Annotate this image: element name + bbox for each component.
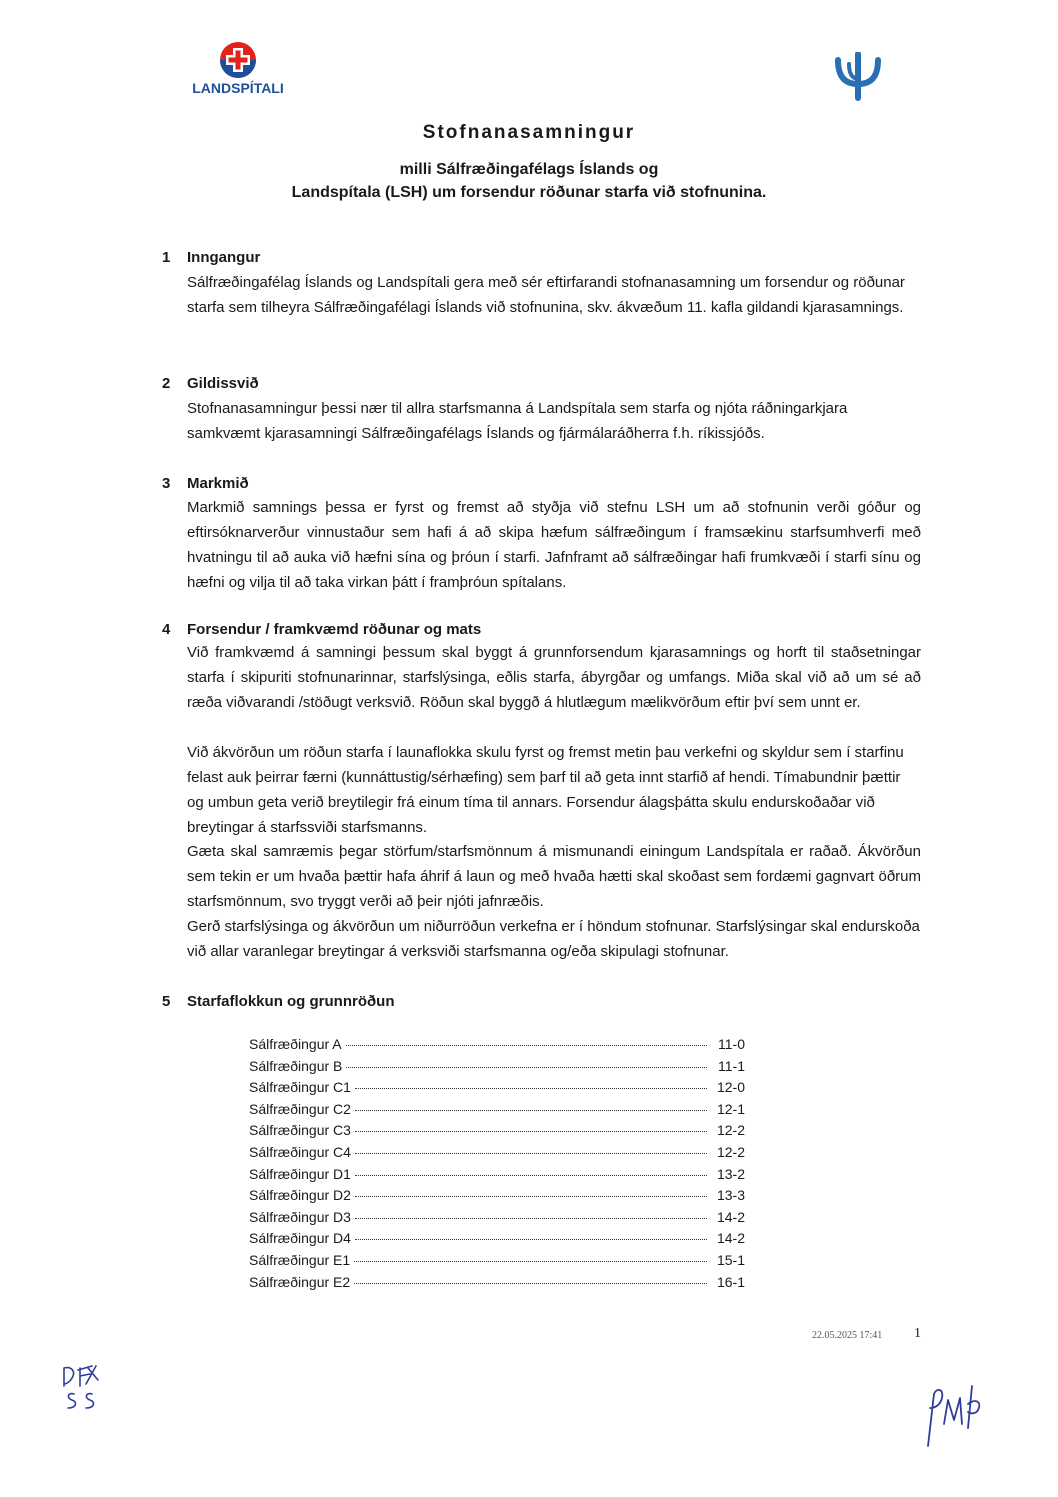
- pay-grade: 14-2: [716, 1230, 745, 1247]
- dot-leader: [355, 1088, 707, 1089]
- section-4-number: 4: [162, 621, 171, 638]
- list-item: [249, 1274, 745, 1296]
- section-1-number: 1: [162, 249, 171, 266]
- dot-leader: [355, 1153, 707, 1154]
- handwritten-signature-right: [918, 1380, 996, 1454]
- job-title: Sálfræðingur A: [249, 1036, 342, 1052]
- list-item: [249, 1058, 745, 1080]
- section-2-paragraph: Stofnanasamningur þessi nær til allra starfsmanna á Landspítala sem starfa og njóta ráðningarkjara samkvæmt kjarasamningi Sálfræðingafélags Íslands og fjármálaráðherra f.h. ríkissjóðs.: [187, 400, 848, 442]
- job-title: Sálfræðingur C1: [249, 1079, 351, 1096]
- pay-grade: 12-1: [716, 1100, 745, 1117]
- pay-grade: 13-2: [716, 1165, 745, 1182]
- dot-leader: [355, 1218, 707, 1219]
- pay-grade: 13-3: [716, 1187, 745, 1204]
- job-title: Sálfræðingur D3: [249, 1208, 351, 1225]
- dot-leader: [355, 1196, 707, 1197]
- logo-text: LANDSPÍTALI: [192, 80, 284, 96]
- job-classification-list: [249, 1036, 745, 1295]
- psi-symbol-icon: [832, 52, 884, 102]
- job-title: Sálfræðingur D2: [249, 1187, 351, 1204]
- list-item: [249, 1144, 745, 1166]
- pay-grade: 12-2: [716, 1122, 745, 1139]
- list-item: [249, 1101, 745, 1123]
- section-1-heading: Inngangur: [187, 249, 261, 266]
- section-2-number: 2: [162, 375, 171, 392]
- subtitle-line-1: milli Sálfræðingafélags Íslands og: [399, 161, 659, 178]
- section-4-paragraph-4: Gerð starfslýsinga og ákvörðun um niðurröðun verkefna er í höndum stofnunar. Starfslýsingar skal endurskoða við allar varanlegar breytingar á verksviði starfsmanna og/eða skipulagi stofnunar.: [187, 918, 920, 960]
- job-title: Sálfræðingur E2: [249, 1273, 351, 1290]
- document-title: Stofnanasamningur: [422, 122, 636, 143]
- list-item: [249, 1166, 745, 1188]
- section-1-paragraph: Sálfræðingafélag Íslands og Landspítali gera með sér eftirfarandi stofnanasamning um forsendur og röðunar starfa sem tilheyra Sálfræðingafélagi Íslands við stofnunina, skv. ákvæðum 11. kafla gildandi kjarasamnings.: [187, 274, 905, 316]
- page-number: 1: [914, 1326, 921, 1341]
- landspitali-logo: [188, 40, 288, 100]
- section-3-paragraph: Markmið samnings þessa er fyrst og fremst að styðja við stefnu LSH um að stofnunin verði góður og eftirsóknarverður vinnustaður sem hafi á að skipa hæfum sálfræðingum í framsækinu starfsumhverfi með hvatningu til að auka við hæfni sína og þróun í starfi. Jafnframt að sálfræðingar hafi frumkvæði í starfi sínu og hæfni og vilja til að taka virkan þátt í framþróun spítalans.: [187, 499, 921, 591]
- pay-grade: 14-2: [716, 1208, 745, 1225]
- job-title: Sálfræðingur C3: [249, 1122, 351, 1139]
- section-3-number: 3: [162, 475, 171, 492]
- list-item: [249, 1209, 745, 1231]
- list-item: [249, 1079, 745, 1101]
- list-item: [249, 1230, 745, 1252]
- print-timestamp: 22.05.2025 17:41: [812, 1330, 883, 1341]
- job-title: Sálfræðingur D1: [249, 1165, 351, 1182]
- psychology-association-logo: [832, 52, 884, 102]
- pay-grade: 15-1: [716, 1251, 745, 1268]
- section-4-paragraph-1: Við framkvæmd á samningi þessum skal byggt á grunnforsendum kjarasamnings og horft til staðsetningar starfa í skipuriti stofnunarinnar, starfslýsinga, eðlis starfa, ábyrgðar og umfangs. Miða skal við að um sé að ræða viðvarandi /stöðugt verksvið. Röðun skal byggð á hlutlægum mælikvörðum eftir því sem unnt er.: [187, 644, 921, 711]
- pay-grade: 12-0: [716, 1079, 745, 1096]
- list-item: [249, 1122, 745, 1144]
- dot-leader: [355, 1110, 707, 1111]
- job-title: Sálfræðingur B: [249, 1057, 343, 1074]
- job-title: Sálfræðingur D4: [249, 1230, 351, 1247]
- section-4-heading: Forsendur / framkvæmd röðunar og mats: [187, 621, 482, 638]
- pay-grade: 12-2: [716, 1143, 745, 1160]
- document-subtitle: [0, 158, 1058, 204]
- list-item: [249, 1036, 745, 1058]
- section-5-heading: Starfaflokkun og grunnröðun: [187, 993, 395, 1010]
- dot-leader: [355, 1131, 707, 1132]
- pay-grade: 16-1: [716, 1273, 745, 1290]
- dot-leader: [355, 1175, 707, 1176]
- handwritten-initials-left: [58, 1362, 128, 1414]
- section-4-paragraph-2: Við ákvörðun um röðun starfa í launaflokka skulu fyrst og fremst metin þau verkefni og skyldur sem í starfinu felast auk þeirrar færni (kunnáttustig/sérhæfing) sem þarf til að geta innt starfið af hendi. Tímabundnir þættir og umbun geta verið breytilegir frá einum tíma til annars. Forsendur álagsþátta skulu endurskoðaðar við breytingar á starfssviði starfsmanns.: [187, 744, 904, 836]
- section-3-heading: Markmið: [187, 475, 249, 492]
- job-title: Sálfræðingur C4: [249, 1143, 351, 1160]
- job-title: Sálfræðingur C2: [249, 1100, 351, 1117]
- pay-grade: 11-1: [718, 1057, 745, 1074]
- job-title: Sálfræðingur E1: [249, 1251, 351, 1268]
- subtitle-line-2: Landspítala (LSH) um forsendur röðunar starfa við stofnunina.: [291, 184, 767, 201]
- section-2-heading: Gildissvið: [187, 375, 259, 392]
- dot-leader: [354, 1261, 707, 1262]
- dot-leader: [346, 1067, 707, 1068]
- dot-leader: [354, 1283, 707, 1284]
- list-item: [249, 1187, 745, 1209]
- section-4-paragraph-3: Gæta skal samræmis þegar störfum/starfsmönnum á mismunandi einingum Landspítala er raðað. Ákvörðun sem tekin er um hvaða þættir hafa áhrif á laun og með hvaða hætti skal skoðast sem fordæmi gagnvart öðrum starfsmönnum, svo tryggt verði að þeir njóti jafnræðis.: [187, 843, 921, 910]
- section-5-number: 5: [162, 993, 171, 1010]
- dot-leader: [355, 1239, 707, 1240]
- dot-leader: [346, 1045, 707, 1046]
- pay-grade: 11-0: [718, 1036, 745, 1052]
- landspitali-cross-icon: [216, 40, 260, 80]
- list-item: [249, 1252, 745, 1274]
